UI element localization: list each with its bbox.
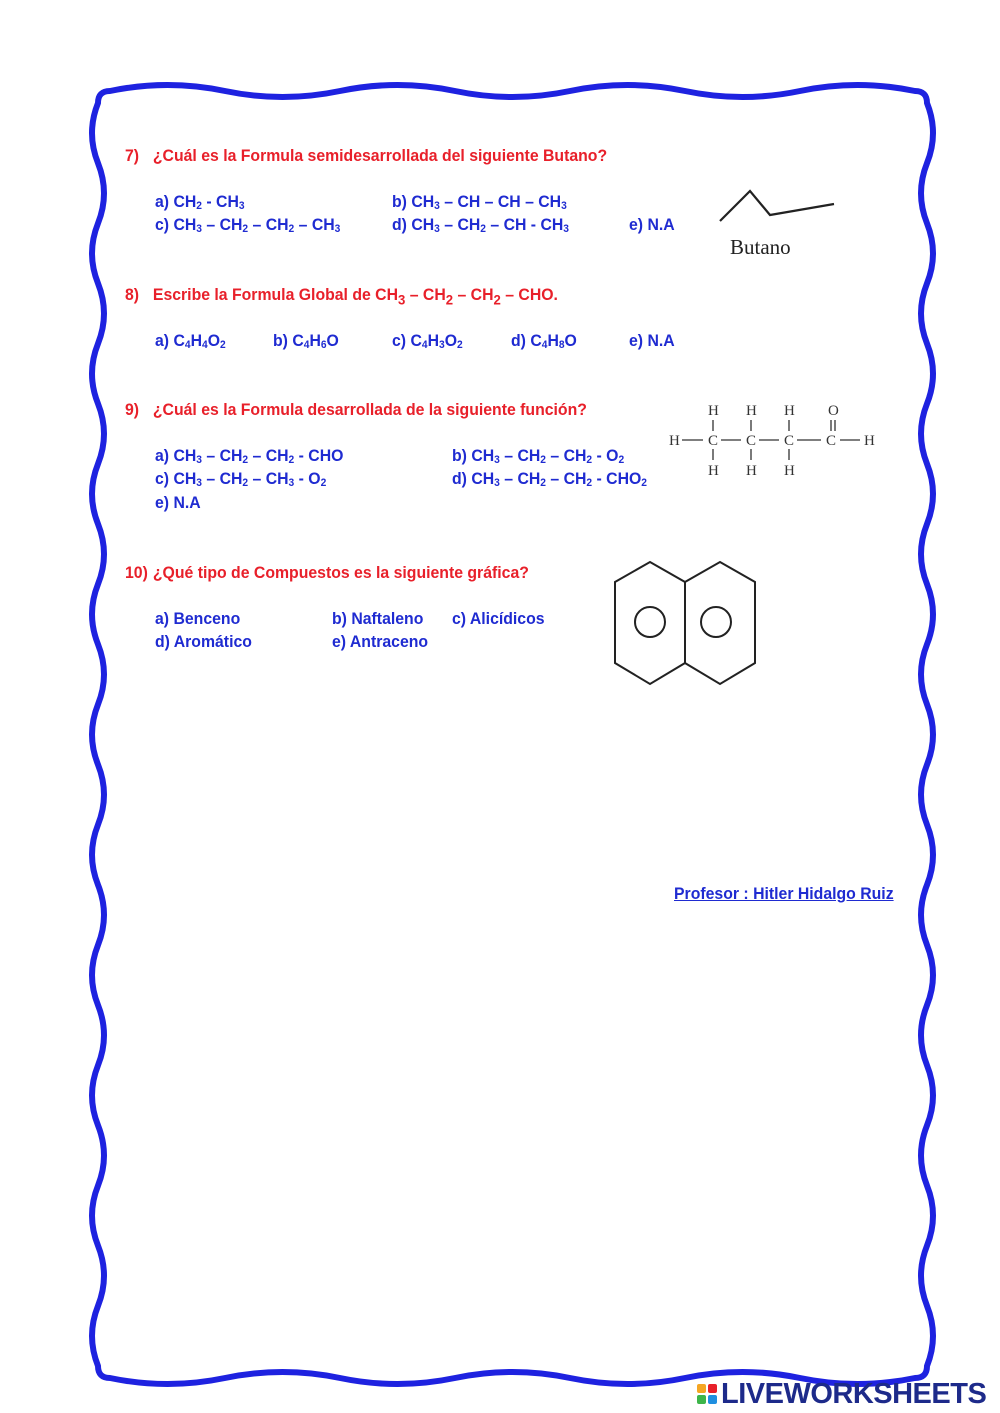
q10-option-a[interactable]: a) Benceno bbox=[155, 609, 241, 628]
q9-option-a[interactable]: a) $CH_3 - CH_2 - CH_2$ - CHO bbox=[155, 446, 344, 466]
teacher-name: Profesor : Hitler Hidalgo Ruiz bbox=[674, 884, 894, 903]
liveworksheets-brand[interactable] bbox=[697, 1378, 986, 1410]
q9-option-d[interactable]: d) $CH_3 - CH_2 - CH_2 - CHO_2$ bbox=[452, 469, 647, 489]
q8-option-d[interactable]: d) $C_4H_8O$ bbox=[511, 331, 577, 351]
q9-option-e[interactable]: e) N.A bbox=[155, 493, 201, 512]
question-8-text: 8) Escribe la Formula Global de $CH_3 - CH_2 - CH_2$ – CHO. bbox=[125, 285, 558, 309]
question-10-text: 10) ¿Qué tipo de Compuestos es la siguiente gráfica? bbox=[125, 563, 529, 582]
q8-option-b[interactable]: b) $C_4H_6O$ bbox=[273, 331, 339, 351]
q10-option-d[interactable]: d) Aromático bbox=[155, 632, 252, 651]
brand-text: LIVEWORKSHEETS bbox=[721, 1377, 987, 1410]
butane-skeletal-figure bbox=[712, 183, 842, 265]
q7-option-b[interactable]: b) $CH_3$ – CH – CH – $CH_3$ bbox=[392, 192, 567, 212]
atom-h: H bbox=[784, 463, 795, 479]
q8-option-c[interactable]: c) $C_4H_3O_2$ bbox=[392, 331, 463, 351]
question-9-text: 9) ¿Cuál es la Formula desarrollada de la siguiente función? bbox=[125, 400, 587, 419]
q10-option-e[interactable]: e) Antraceno bbox=[332, 632, 429, 651]
q9-option-c[interactable]: c) $CH_3 - CH_2 - CH_3 - O_2$ bbox=[155, 469, 327, 489]
atom-h: H bbox=[746, 403, 757, 419]
naphthalene-figure bbox=[605, 555, 763, 695]
atom-h: H bbox=[708, 403, 719, 419]
q8-option-e[interactable]: e) N.A bbox=[629, 331, 675, 350]
atom-c: C bbox=[784, 433, 795, 449]
butane-label: Butano bbox=[730, 235, 791, 259]
atom-c: C bbox=[708, 433, 719, 449]
q7-option-c[interactable]: c) $CH_3 - CH_2 - CH_2 - CH_3$ bbox=[155, 215, 341, 235]
atom-c: C bbox=[826, 433, 837, 449]
q7-option-d[interactable]: d) $CH_3 - CH_2$ – CH - $CH_3$ bbox=[392, 215, 569, 235]
atom-h: H bbox=[669, 433, 680, 449]
q8-option-a[interactable]: a) $C_4H_4O_2$ bbox=[155, 331, 226, 351]
atom-c: C bbox=[746, 433, 757, 449]
q7-option-a[interactable]: a) $CH_2 - CH_3$ bbox=[155, 192, 245, 212]
q10-option-c[interactable]: c) Alicídicos bbox=[452, 609, 545, 628]
question-7-text: 7) ¿Cuál es la Formula semidesarrollada del siguiente Butano? bbox=[125, 146, 608, 165]
liveworksheets-logo-icon bbox=[697, 1384, 717, 1404]
q10-option-b[interactable]: b) Naftaleno bbox=[332, 609, 424, 628]
butanal-structural-figure bbox=[664, 398, 890, 486]
q9-option-b[interactable]: b) $CH_3 - CH_2 - CH_2 - O_2$ bbox=[452, 446, 625, 466]
atom-h: H bbox=[746, 463, 757, 479]
atom-h: H bbox=[784, 403, 795, 419]
atom-o: O bbox=[828, 403, 839, 419]
atom-h: H bbox=[864, 433, 875, 449]
atom-h: H bbox=[708, 463, 719, 479]
q7-option-e[interactable]: e) N.A bbox=[629, 215, 675, 234]
